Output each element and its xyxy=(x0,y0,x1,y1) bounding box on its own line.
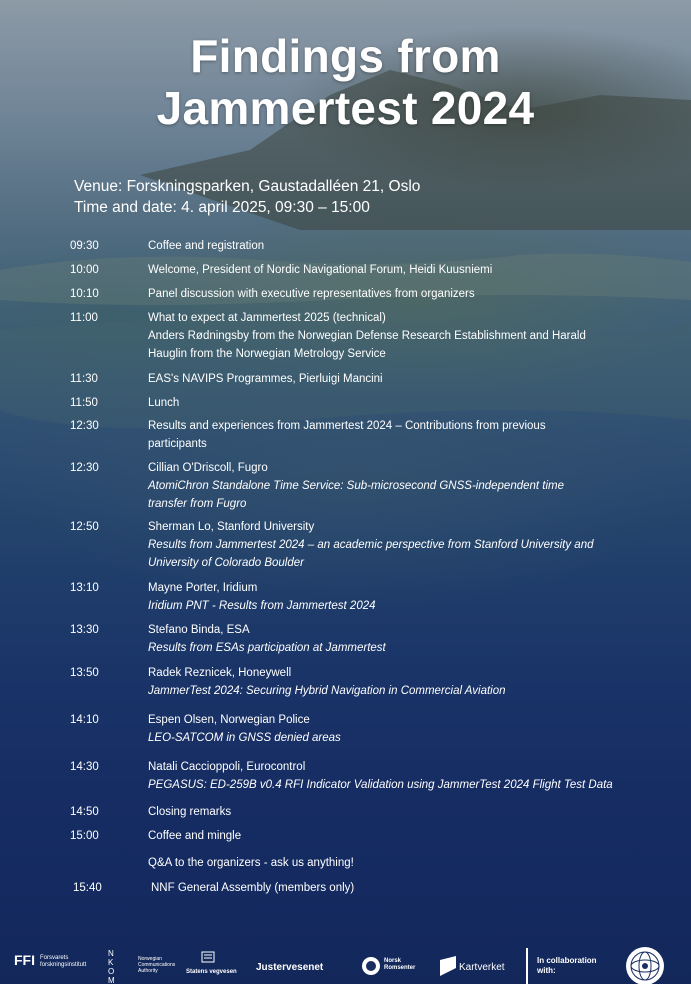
norsk-romsenter-logo: Norsk Romsenter xyxy=(384,958,416,971)
collab-label-line-2: with: xyxy=(537,966,556,975)
agenda-text: EAS's NAVIPS Programmes, Pierluigi Mancini xyxy=(148,373,383,385)
agenda-text: NNF General Assembly (members only) xyxy=(151,882,355,894)
talk-title: Results from Jammertest 2024 – an academic perspective from Stanford University and xyxy=(148,539,594,551)
speaker-name: Stefano Binda, ESA xyxy=(148,624,250,636)
title-line-1: Findings from xyxy=(190,30,501,82)
agenda-time: 11:50 xyxy=(70,397,98,409)
agenda-time: 11:30 xyxy=(70,373,98,385)
agenda-text: What to expect at Jammertest 2025 (technical) xyxy=(148,312,386,324)
speaker-name: Cillian O'Driscoll, Fugro xyxy=(148,462,268,474)
agenda-time: 14:10 xyxy=(70,714,99,726)
kartverket-icon xyxy=(440,956,456,976)
kartverket-logo: Kartverket xyxy=(459,962,505,973)
vegvesen-emblem-icon xyxy=(200,950,216,964)
vegvesen-logo: Statens vegvesen xyxy=(186,969,237,975)
agenda-text: Q&A to the organizers - ask us anything! xyxy=(148,857,354,869)
agenda-time: 13:50 xyxy=(70,667,99,679)
talk-title: Iridium PNT - Results from Jammertest 2024 xyxy=(148,600,376,612)
agenda-text: Closing remarks xyxy=(148,806,232,818)
norsk-romsenter-icon xyxy=(361,956,381,976)
venue-block xyxy=(74,176,420,218)
agenda-text: Welcome, President of Nordic Navigational Forum, Heidi Kuusniemi xyxy=(148,264,493,276)
talk-title: transfer from Fugro xyxy=(148,498,247,510)
agenda-time: 11:00 xyxy=(70,312,98,324)
ffi-logo-text: Forsvarets forskningsinstitutt xyxy=(40,955,87,968)
agenda-time: 09:30 xyxy=(70,240,99,252)
talk-title: AtomiChron Standalone Time Service: Sub-microsecond GNSS-independent time xyxy=(148,480,565,492)
justervesenet-logo: Justervesenet xyxy=(256,962,324,973)
agenda-time: 12:50 xyxy=(70,521,99,533)
speaker-name: Radek Reznicek, Honeywell xyxy=(148,667,292,679)
nkom-logo-text: Norwegian Communications Authority xyxy=(138,956,176,974)
talk-title: University of Colorado Boulder xyxy=(148,557,304,569)
agenda-text: participants xyxy=(148,438,207,450)
venue-text: Venue: Forskningsparken, Gaustadalléen 21, Oslo xyxy=(74,178,421,195)
speaker-name: Sherman Lo, Stanford University xyxy=(148,521,315,533)
talk-title: PEGASUS: ED-259B v0.4 RFI Indicator Validation using JammerTest 2024 Flight Test Data xyxy=(148,779,613,791)
talk-title: JammerTest 2024: Securing Hybrid Navigation in Commercial Aviation xyxy=(148,685,506,697)
time-date-text: Time and date: 4. april 2025, 09:30 – 15:00 xyxy=(74,199,370,216)
agenda-text: Hauglin from the Norwegian Metrology Service xyxy=(148,348,386,360)
agenda-time: 13:10 xyxy=(70,582,99,594)
agenda-text: Coffee and registration xyxy=(148,240,265,252)
talk-title: LEO-SATCOM in GNSS denied areas xyxy=(148,732,341,744)
agenda-time: 10:00 xyxy=(70,264,99,276)
speaker-name: Natali Caccioppoli, Eurocontrol xyxy=(148,761,306,773)
agenda-time: 12:30 xyxy=(70,420,99,432)
footer-divider xyxy=(526,948,528,984)
poster-title xyxy=(0,30,691,134)
agenda-time: 12:30 xyxy=(70,462,99,474)
agenda-time: 14:50 xyxy=(70,806,99,818)
agenda-time: 15:40 xyxy=(73,882,102,894)
nkom-logo: N K O M xyxy=(108,949,118,984)
nnf-emblem-icon xyxy=(624,945,666,984)
talk-title: Results from ESAs participation at Jammertest xyxy=(148,642,386,654)
agenda-text: Results and experiences from Jammertest 2024 – Contributions from previous xyxy=(148,420,546,432)
agenda-text: Lunch xyxy=(148,397,180,409)
agenda-time: 14:30 xyxy=(70,761,99,773)
agenda-time: 13:30 xyxy=(70,624,99,636)
speaker-name: Mayne Porter, Iridium xyxy=(148,582,258,594)
title-line-2: Jammertest 2024 xyxy=(156,82,535,134)
collab-label-line-1: In collaboration xyxy=(537,956,597,965)
ffi-logo: FFI xyxy=(14,952,35,968)
agenda-text: Panel discussion with executive representatives from organizers xyxy=(148,288,475,300)
agenda-text: Coffee and mingle xyxy=(148,830,242,842)
agenda-time: 10:10 xyxy=(70,288,99,300)
speaker-name: Espen Olsen, Norwegian Police xyxy=(148,714,310,726)
agenda-time: 15:00 xyxy=(70,830,99,842)
agenda-text: Anders Rødningsby from the Norwegian Defense Research Establishment and Harald xyxy=(148,330,586,342)
